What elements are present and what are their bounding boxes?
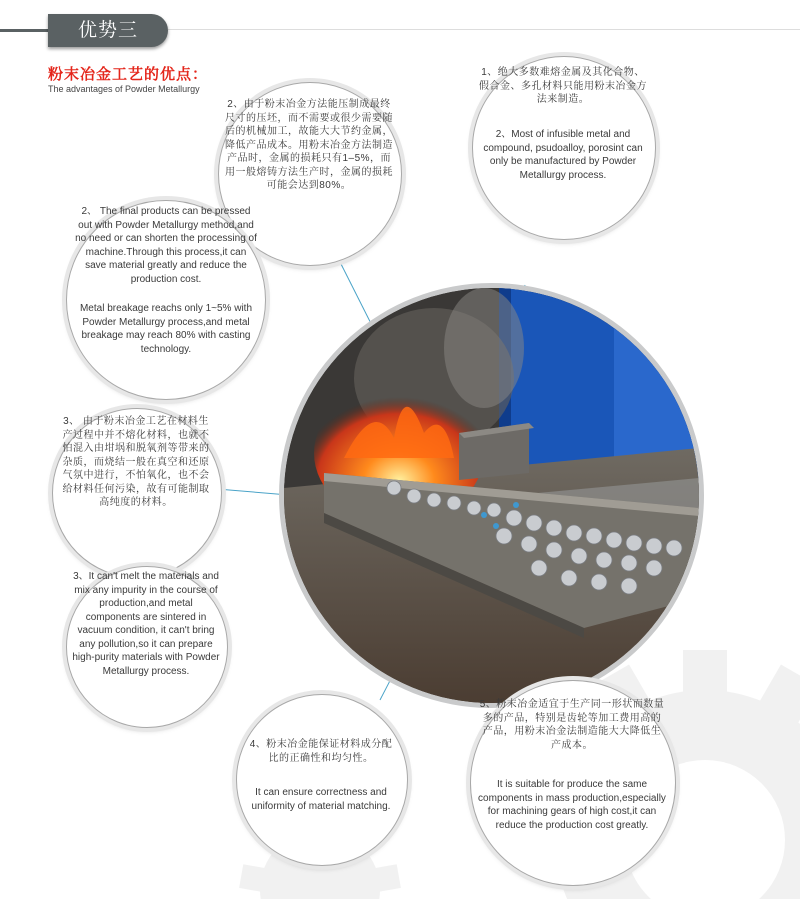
page-title-en: The advantages of Powder Metallurgy (48, 84, 200, 94)
sintering-furnace-photo (279, 283, 704, 708)
advantage-3-cn: 3、 由于粉末冶金工艺在材料生产过程中并不熔化材料，也就不怕混入由坩埚和脱氧剂等带来的杂质，而烧结一般在真空和还原气氛中进行，不怕氧化，也不会给材料任何污染，故有可能制取高纯度的材料。 (62, 416, 210, 508)
tab-accent-bar (0, 29, 48, 32)
advantage-3-en: 3、It can't melt the materials and mix any impurity in the course of production,and metal components are sintered in vacuum condition, it can't bring any pollution,so it can prepare high-purity materials with Powder Metallurgy process. (72, 571, 220, 677)
advantage-5-en: It is suitable for produce the same components in mass production,especially for machining gears of high cost,it can reduce the production cost greatly. (478, 779, 666, 831)
bubble-advantage-4 (236, 694, 408, 866)
section-tab: 优势三 (48, 14, 168, 47)
advantage-4-en: It can ensure correctness and uniformity of material matching. (251, 787, 391, 812)
advantage-1-cn: 1、绝大多数难熔金属及其化合物、假合金、多孔材料只能用粉末冶金方法来制造。 (479, 67, 647, 105)
advantage-2-en-1: 2、 The final products can be pressed out with Powder Metallurgy method,and no need or can shorten the processing of machine.Through this process,it can save material greatly and reduce the production cost. (75, 206, 257, 285)
page-title-cn: 粉末冶金工艺的优点： (48, 65, 209, 83)
advantage-2-en-2: Metal breakage reachs only 1~5% with Powder Metallurgy process,and metal breakage may reach 80% with casting technology. (79, 303, 253, 355)
advantage-5-cn: 5、粉末冶金适宜于生产同一形状而数量多的产品，特别是齿轮等加工费用高的产品，用粉末冶金法制造能大大降低生产成本。 (479, 699, 665, 751)
advantage-4-cn: 4、粉末冶金能保证材料成分配比的正确性和均匀性。 (249, 739, 393, 764)
advantage-2-cn: 2、由于粉末冶金方法能压制成最终尺寸的压坯，而不需要或很少需要随后的机械加工，故能大大节约金属，降低产品成本。用粉末冶金方法制造产品时，金属的损耗只有1–5%，而用一般熔铸方法生产时，金属的损耗可能会达到80%。 (225, 99, 393, 191)
advantage-1-en: 2、Most of infusible metal and compound, psudoalloy, porosint can only be manufactured by Powder Metallurgy process. (483, 129, 643, 181)
tab-divider (168, 29, 800, 30)
